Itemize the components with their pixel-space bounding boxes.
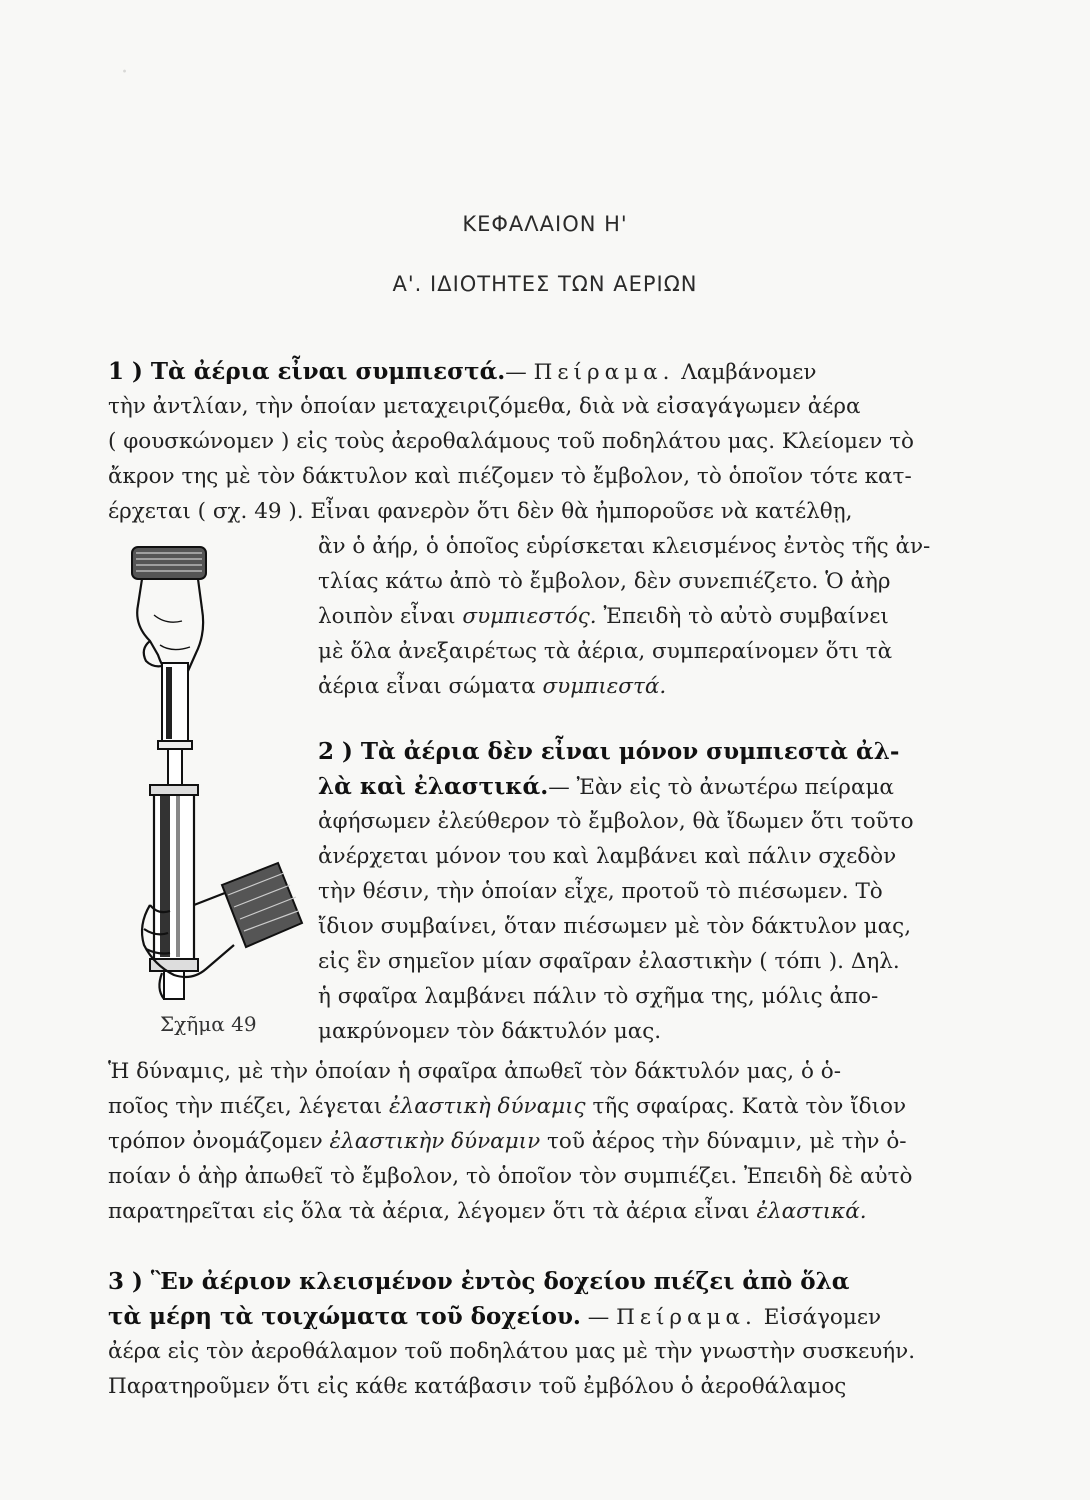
paragraph-2-line	[318, 737, 899, 768]
paragraph-3-line	[108, 1267, 849, 1298]
paragraph-1-heading: 1 ) Τὰ ἀέρια εἶναι συμπιεστά.	[108, 358, 506, 385]
experiment-label: Πείραμα.	[616, 1305, 757, 1330]
text: παρατηρεῖται εἰς ὅλα τὰ ἀέρια, λέγομεν ὅτι τὰ ἀέρια εἶναι	[108, 1199, 750, 1224]
emphasis-text: ἐλαστικὴν δύναμιν	[329, 1129, 541, 1154]
emphasis-text: συμπιεστός.	[462, 604, 597, 629]
text: τῆς σφαίρας. Κατὰ τὸν ἴδιον	[592, 1094, 907, 1119]
paragraph-1-line: τλίας κάτω ἀπὸ τὸ ἔμβολον, δὲν συνεπιέζετο. Ὁ ἀὴρ	[318, 569, 891, 594]
emphasis-text: ἐλαστικὴ δύναμις	[389, 1094, 586, 1119]
paragraph-2-line: τὴν θέσιν, τὴν ὁποίαν εἶχε, προτοῦ τὸ πιέσωμεν. Τὸ	[318, 879, 883, 904]
pump-illustration	[110, 545, 310, 1015]
paragraph-1-line	[318, 602, 889, 632]
paragraph-1-line: έρχεται ( σχ. 49 ). Εἶναι φανερὸν ὅτι δὲν θὰ ἠμποροῦσε νὰ κατέλθῃ,	[108, 499, 853, 524]
paragraph-1-line: ἂν ὁ ἀήρ, ὁ ὁποῖος εὑρίσκεται κλεισμένος ἐντὸς τῆς ἀν-	[318, 534, 931, 559]
paragraph-2-line: εἰς ἓν σημεῖον μίαν σφαῖραν ἐλαστικὴν ( τόπι ). Δηλ.	[318, 949, 900, 974]
paragraph-2-heading: λὰ καὶ ἐλαστικά.	[318, 773, 549, 800]
text: Ἐπειδὴ τὸ αὐτὸ συμβαίνει	[603, 604, 889, 629]
paragraph-3-line: Παρατηροῦμεν ὅτι εἰς κάθε κατάβασιν τοῦ ἐμβόλου ὁ ἀεροθάλαμος	[108, 1374, 847, 1399]
text: ἀέρια εἶναι σώματα	[318, 674, 536, 699]
text: ποῖος τὴν πιέζει, λέγεται	[108, 1094, 383, 1119]
top-cuff	[132, 547, 206, 579]
text: τρόπον ὀνομάζομεν	[108, 1129, 323, 1154]
experiment-label: Πείραμα.	[533, 360, 675, 385]
paragraph-1-line: ( φουσκώνομεν ) εἰς τοὺς ἀεροθαλάμους τοῦ ποδηλάτου μας. Κλείομεν τὸ	[108, 429, 914, 454]
paragraph-2-line: Ἡ δύναμις, μὲ τὴν ὁποίαν ἡ σφαῖρα ἀπωθεῖ τὸν δάκτυλόν μας, ὁ ὁ-	[108, 1059, 841, 1084]
section-title: Α'. ΙΔΙΟΤΗΤΕΣ ΤΩΝ ΑΕΡΙΩΝ	[392, 272, 698, 296]
paragraph-3-line: ἀέρα εἰς τὸν ἀεροθάλαμον τοῦ ποδηλάτου μας μὲ τὴν γνωστὴν συσκευήν.	[108, 1339, 916, 1364]
text: Εἰσάγομεν	[763, 1305, 882, 1330]
text: λοιπὸν εἶναι	[318, 604, 456, 629]
emphasis-text: συμπιεστά.	[542, 674, 667, 699]
paragraph-2-line: μακρύνομεν τὸν δάκτυλόν μας.	[318, 1019, 662, 1044]
pump-cylinder	[150, 785, 198, 999]
paragraph-3-heading: 3 ) Ἓν ἀέριον κλεισμένον ἐντὸς δοχείου πιέζει ἀπὸ ὅλα	[108, 1268, 850, 1295]
paragraph-1-line: τὴν ἀντλίαν, τὴν ὁποίαν μεταχειριζόμεθα, διὰ νὰ εἰσαγάγωμεν ἀέρα	[108, 394, 861, 419]
paragraph-1-line: μὲ ὅλα ἀνεξαιρέτως τὰ ἀέρια, συμπεραίνομεν ὅτι τὰ	[318, 639, 893, 664]
paragraph-2-line: ἡ σφαῖρα λαμβάνει πάλιν τὸ σχῆμα της, μόλις ἀπο-	[318, 984, 879, 1009]
chapter-title: ΚΕΦΑΛΑΙΟΝ Η'	[462, 212, 628, 236]
paragraph-2-line	[108, 1127, 907, 1157]
dash: —	[587, 1305, 610, 1330]
text: τοῦ ἀέρος τὴν δύναμιν, μὲ τὴν ὁ-	[547, 1129, 907, 1154]
paragraph-2-line	[108, 1197, 867, 1227]
paragraph-2-line	[318, 772, 894, 803]
bottom-cuff	[222, 863, 302, 947]
paragraph-2-line: ἴδιον συμβαίνει, ὅταν πιέσωμεν μὲ τὸν δάκτυλον μας,	[318, 914, 912, 939]
text: Λαμβάνομεν	[681, 360, 817, 385]
bleed-through-text: ·	[120, 60, 128, 85]
paragraph-1-line	[318, 672, 666, 702]
paragraph-2-line: ἀνέρχεται μόνον του καὶ λαμβάνει καὶ πάλιν σχεδὸν	[318, 844, 897, 869]
figure-caption: Σχῆμα 49	[160, 1012, 257, 1036]
paragraph-3-line	[108, 1302, 881, 1333]
paragraph-1-line: ἄκρον της μὲ τὸν δάκτυλον καὶ πιέζομεν τὸ ἔμβολον, τὸ ὁποῖον τότε κατ-	[108, 464, 912, 489]
emphasis-text: ἐλαστικά.	[756, 1199, 867, 1224]
dash: —	[505, 360, 527, 385]
paragraph-3-heading: τὰ μέρη τὰ τοιχώματα τοῦ δοχείου.	[108, 1303, 581, 1330]
text: — Ἐὰν εἰς τὸ ἀνωτέρω πείραμα	[548, 775, 894, 800]
paragraph-1-line	[108, 357, 816, 388]
paragraph-2-line: ἀφήσωμεν ἐλεύθερον τὸ ἔμβολον, θὰ ἴδωμεν ὅτι τοῦτο	[318, 809, 914, 834]
piston-rod	[158, 663, 192, 793]
paragraph-2-line	[108, 1092, 906, 1122]
paragraph-2-line: ποίαν ὁ ἀὴρ ἀπωθεῖ τὸ ἔμβολον, τὸ ὁποῖον τὸν συμπιέζει. Ἐπειδὴ δὲ αὐτὸ	[108, 1164, 913, 1189]
paragraph-2-heading: 2 ) Τὰ ἀέρια δὲν εἶναι μόνον συμπιεστὰ ἀλ-	[318, 738, 900, 765]
